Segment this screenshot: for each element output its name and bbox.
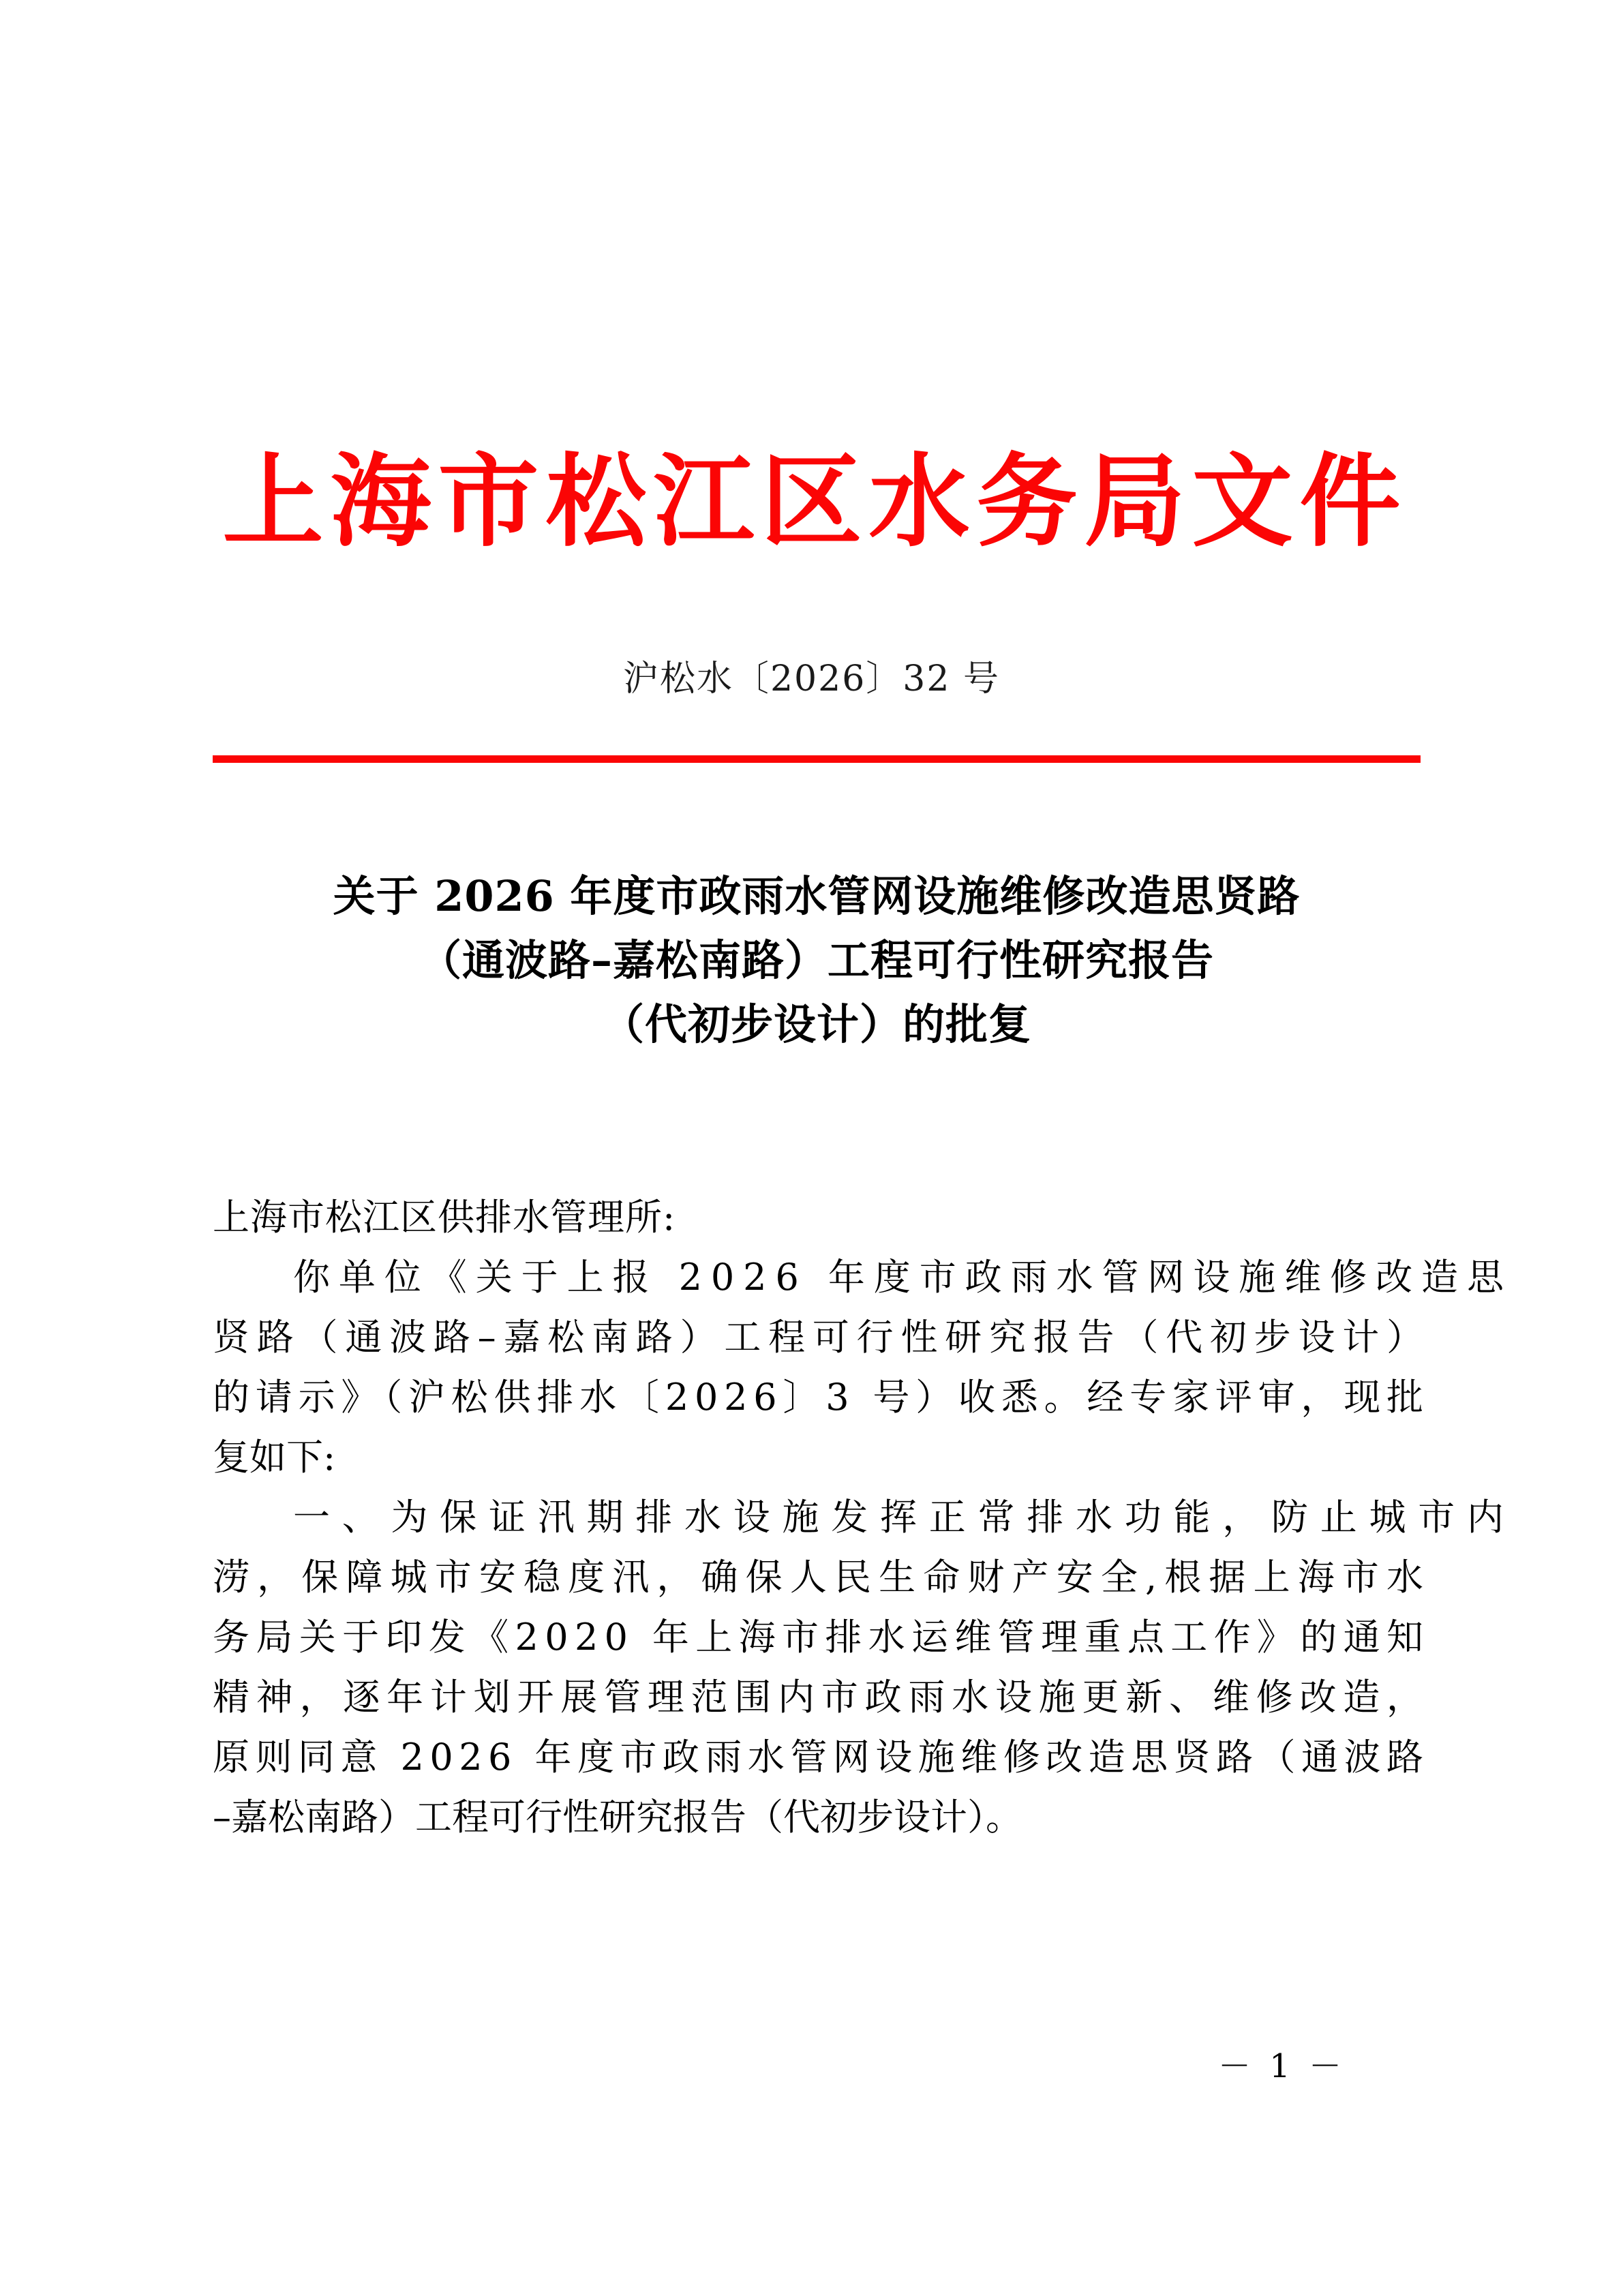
body-line-text: 贤路（通波路–嘉松南路）工程可行性研究报告（代初步设计） — [213, 1316, 1431, 1359]
body-line: –嘉松南路）工程可行性研究报告（代初步设计）。 — [213, 1796, 1022, 1839]
issuing-agency-title: 上海市松江区水务局文件 — [222, 442, 1408, 560]
body-line — [213, 1368, 1429, 1428]
body-line-text: 务局关于印发《2020 年上海市排水运维管理重点工作》的通知 — [213, 1616, 1430, 1659]
body-line-text: 涝，保障城市安稳度汛，确保人民生命财产安全,根据上海市水 — [213, 1556, 1431, 1599]
body-line-text: 精神，逐年计划开展管理范围内市政雨水设施更新、维修改造， — [213, 1676, 1430, 1719]
body-line — [213, 1547, 1431, 1607]
salutation: 上海市松江区供排水管理所: — [213, 1196, 676, 1239]
masthead — [0, 442, 1623, 561]
page-title — [213, 864, 1421, 1057]
page-title-line-2: （通波路–嘉松南路）工程可行性研究报告 — [419, 935, 1214, 985]
page-number: － 1 － — [1217, 2047, 1346, 2085]
page-title-line-3: （代初步设计）的批复 — [601, 999, 1031, 1049]
red-separator-rule — [213, 755, 1421, 763]
body-line-text: 你单位《关于上报 2026 年度市政雨水管网设施维修改造思 — [293, 1256, 1513, 1299]
page-title-line-1: 关于 2026 年度市政雨水管网设施维修改造思贤路 — [333, 871, 1301, 921]
body-line-text: 一、为保证汛期排水设施发挥正常排水功能，防止城市内 — [293, 1496, 1516, 1539]
body-line-text: 原则同意 2026 年度市政雨水管网设施维修改造思贤路（通波路 — [213, 1736, 1429, 1779]
page-footer — [213, 2040, 1421, 2087]
body-line-text: 的请示》（沪松供排水〔2026〕3 号）收悉。经专家评审，现批 — [213, 1376, 1429, 1419]
body-line — [213, 1487, 1516, 1547]
body-line — [213, 1248, 1513, 1308]
body-line — [213, 1727, 1429, 1787]
body-line — [213, 1308, 1431, 1368]
body-line: 复如下: — [213, 1436, 336, 1479]
body-line — [213, 1667, 1430, 1727]
document-number-text: 沪松水〔2026〕32 号 — [622, 659, 1001, 699]
body-line — [213, 1607, 1430, 1667]
document-number — [0, 658, 1623, 700]
document-body — [213, 1188, 1516, 1847]
